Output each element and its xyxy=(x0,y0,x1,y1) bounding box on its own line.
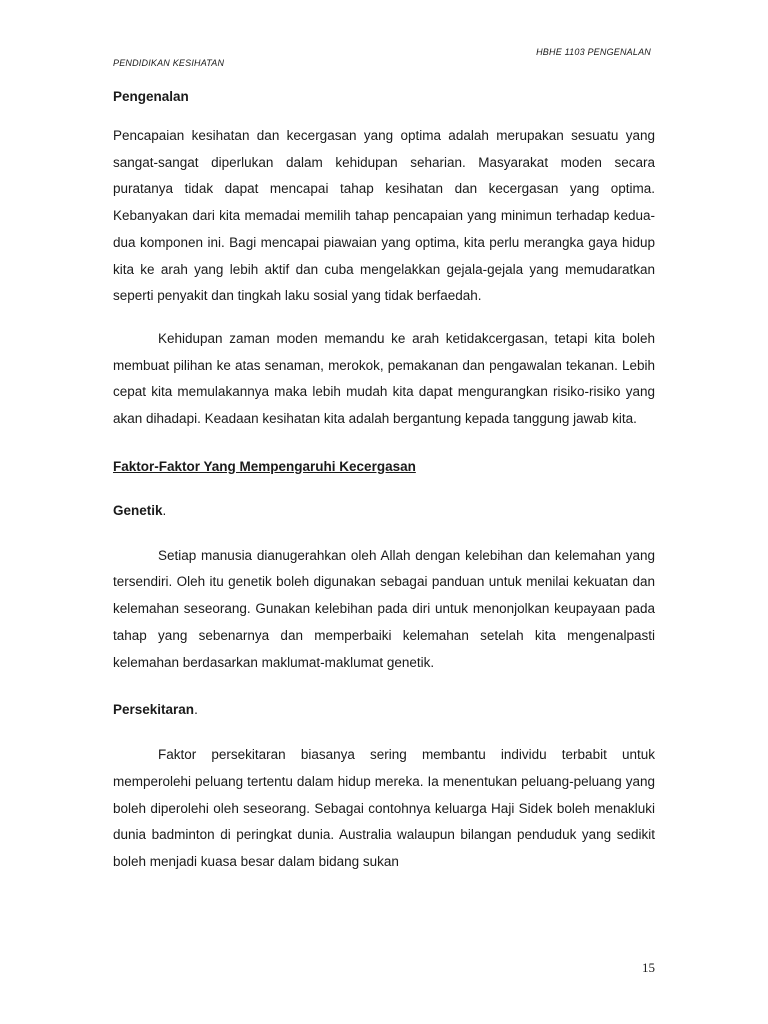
persekitaran-paragraph: Faktor persekitaran biasanya sering membantu individu terbabit untuk memperolehi peluang tertentu dalam hidup mereka. Ia menentukan peluang-peluang yang boleh diperolehi oleh seseorang. Sebagai contohnya keluarga Haji Sidek boleh menakluki dunia badminton di peringkat dunia. Australia walaupun bilangan penduduk yang sedikit boleh menjadi kuasa besar dalam bidang sukan xyxy=(113,747,655,870)
intro-paragraph-2: Kehidupan zaman moden memandu ke arah ketidakcergasan, tetapi kita boleh membuat pilihan ke atas senaman, merokok, pemakanan dan pengawalan tekanan. Lebih cepat kita memulakannya maka lebih mudah kita dapat mengurangkan risiko-risiko yang akan dihadapi. Keadaan kesihatan kita adalah bergantung kepada tanggung jawab kita. xyxy=(113,330,655,427)
header-course-code: HBHE 1103 PENGENALAN xyxy=(536,47,651,57)
persekitaran-heading: Persekitaran xyxy=(113,702,195,718)
intro-heading: Pengenalan xyxy=(113,89,189,104)
intro-paragraph-1: Pencapaian kesihatan dan kecergasan yang optima adalah merupakan sesuatu yang sangat-sangat diperlukan dalam kehidupan seharian. Masyarakat moden secara puratanya tidak dapat mencapai tahap kesihatan dan kecergasan yang optima. Kebanyakan dari kita memadai memilih tahap pencapaian yang minimun terhadap kedua-dua komponen ini. Bagi mencapai piawaian yang optima, kita perlu merangka gaya hidup kita ke arah yang lebih aktif dan cuba mengelakkan gejala-gejala yang memudaratkan seperti penyakit dan tingkah laku sosial yang tidak berfaedah. xyxy=(113,128,655,304)
genetik-heading-row: Genetik. xyxy=(113,502,167,518)
document-body xyxy=(113,87,655,892)
page-number: 15 xyxy=(642,960,655,975)
factors-heading: Faktor-Faktor Yang Mempengaruhi Kecergasan xyxy=(113,458,416,474)
genetik-heading: Genetik xyxy=(113,502,163,518)
header-course-name: PENDIDIKAN KESIHATAN xyxy=(113,58,225,68)
persekitaran-heading-row: Persekitaran. xyxy=(113,702,198,718)
genetik-paragraph: Setiap manusia dianugerahkan oleh Allah dengan kelebihan dan kelemahan yang tersendiri. Oleh itu genetik boleh digunakan sebagai panduan untuk menilai kekuatan dan kelemahan seseorang. Gunakan kelebihan pada diri untuk menonjolkan keupayaan pada tahap yang sebenarnya dan memperbaiki kelemahan setelah kita mengenalpasti kelemahan berdasarkan maklumat-maklumat genetik. xyxy=(113,547,655,670)
